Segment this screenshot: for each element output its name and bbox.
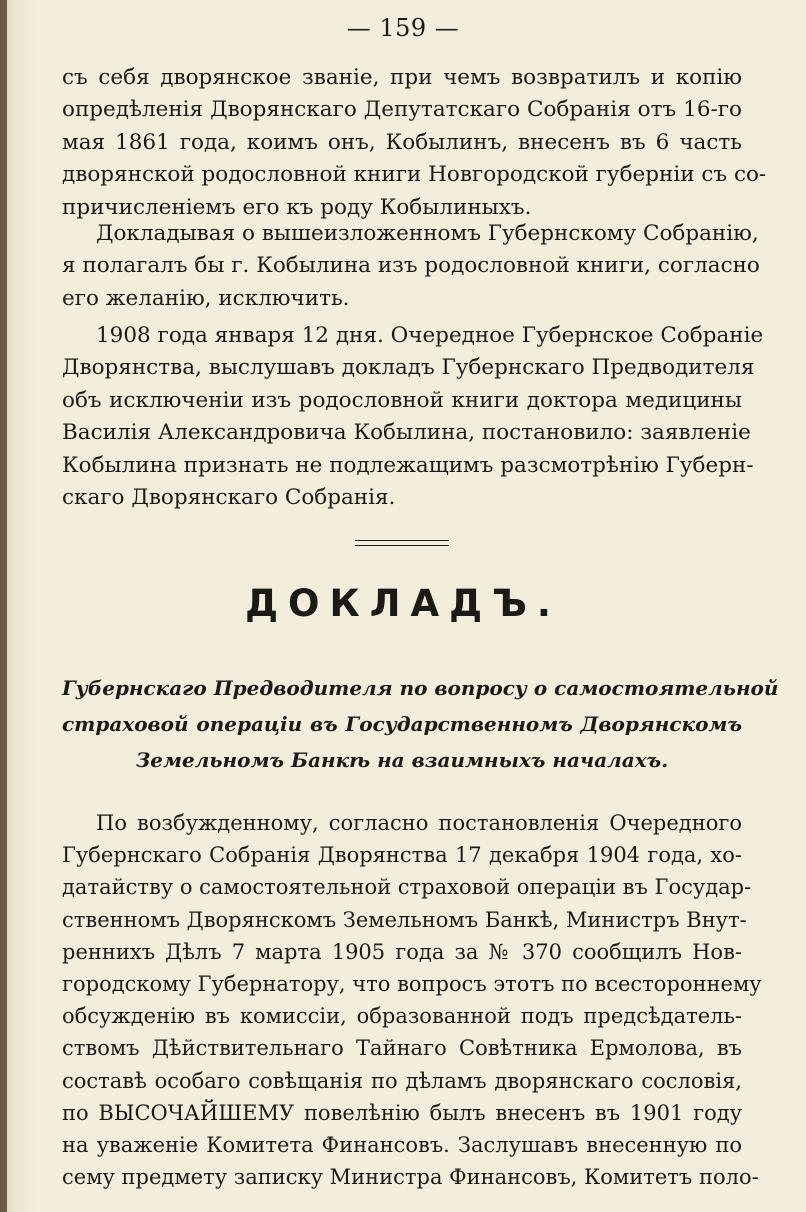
text-line: на уваженіе Комитета Финансовъ. Заслушавъ внесенную по — [62, 1132, 742, 1157]
text-line: Кобылина признать не подлежащимъ разсмотрѣнію Губерн- — [62, 452, 754, 478]
text-line: по ВЫСОЧАЙШЕМУ повелѣнію былъ внесенъ въ 1901 году — [62, 1100, 742, 1125]
subheading-line — [62, 706, 742, 742]
text-line: съ себя дворянское званіе, при чемъ возвратилъ и копію — [62, 65, 742, 90]
text-line: Губернскаго Собранія Дворянства 17 декабря 1904 года, хо- — [62, 843, 742, 868]
paragraph-3 — [62, 320, 764, 514]
text-line: Докладывая о вышеизложенномъ Губернскому Собранію, — [96, 221, 759, 246]
text-line: городскому Губернатору, что вопросъ этотъ по всестороннему — [62, 971, 762, 996]
text-line: скаго Дворянскаго Собранія. — [62, 484, 396, 510]
subheading-text: Земельномъ Банкѣ на взаимныхъ началахъ. — [135, 748, 669, 772]
subheading-text: Губернскаго Предводителя по вопросу о самостоятельной — [62, 676, 779, 700]
section-heading: ДОКЛАДЪ. — [245, 582, 561, 625]
text-line: 1908 года января 12 дня. Очередное Губернское Собраніе — [96, 323, 764, 348]
text-line: я полагалъ бы г. Кобылина изъ родословной книги, согласно — [62, 253, 760, 279]
text-line: мая 1861 года, коимъ онъ, Кобылинъ, внесенъ въ 6 часть — [62, 129, 742, 155]
paragraph-1 — [62, 62, 767, 224]
text-line: составѣ особаго совѣщанія по дѣламъ дворянскаго сословія, — [62, 1068, 742, 1093]
subheading-line — [62, 670, 779, 706]
text-line: реннихъ Дѣлъ 7 марта 1905 года за № 370 сообщилъ Нов- — [62, 939, 742, 964]
section-separator — [355, 540, 449, 546]
text-line: причисленіемъ его къ роду Кобылиныхъ. — [62, 194, 532, 220]
text-line: опредѣленія Дворянскаго Депутатскаго Собранія отъ 16-го — [62, 97, 742, 123]
text-line: дворянской родословной книги Новгородской губерніи съ со- — [62, 162, 767, 188]
text-line: ствомъ Дѣйствительнаго Тайнаго Совѣтника Ермолова, въ — [62, 1036, 742, 1061]
subheading-text: страховой операціи въ Государственномъ Дворянскомъ — [62, 712, 742, 736]
text-line: его желанію, исключить. — [62, 285, 350, 311]
text-line: датайству о самостоятельной страховой операціи въ Государ- — [62, 875, 752, 900]
text-line: обсужденію въ комиссіи, образованной подъ предсѣдатель- — [62, 1004, 742, 1029]
text-line: сему предмету записку Министра Финансовъ, Комитетъ поло- — [62, 1165, 759, 1190]
subheading-line — [62, 742, 742, 778]
paragraph-4 — [62, 807, 762, 1193]
text-line: объ исключеніи изъ родословной книги доктора медицины — [62, 387, 742, 413]
paragraph-2 — [62, 218, 760, 315]
text-line: Дворянства, выслушавъ докладъ Губернскаго Предводителя — [62, 355, 755, 381]
text-line: По возбужденному, согласно постановленія Очередного — [96, 811, 742, 835]
page-number: — 159 — — [346, 14, 460, 42]
text-line: Василія Александровича Кобылина, постановило: заявленіе — [62, 420, 751, 446]
text-line: ственномъ Дворянскомъ Земельномъ Банкѣ, Министръ Внут- — [62, 907, 747, 932]
